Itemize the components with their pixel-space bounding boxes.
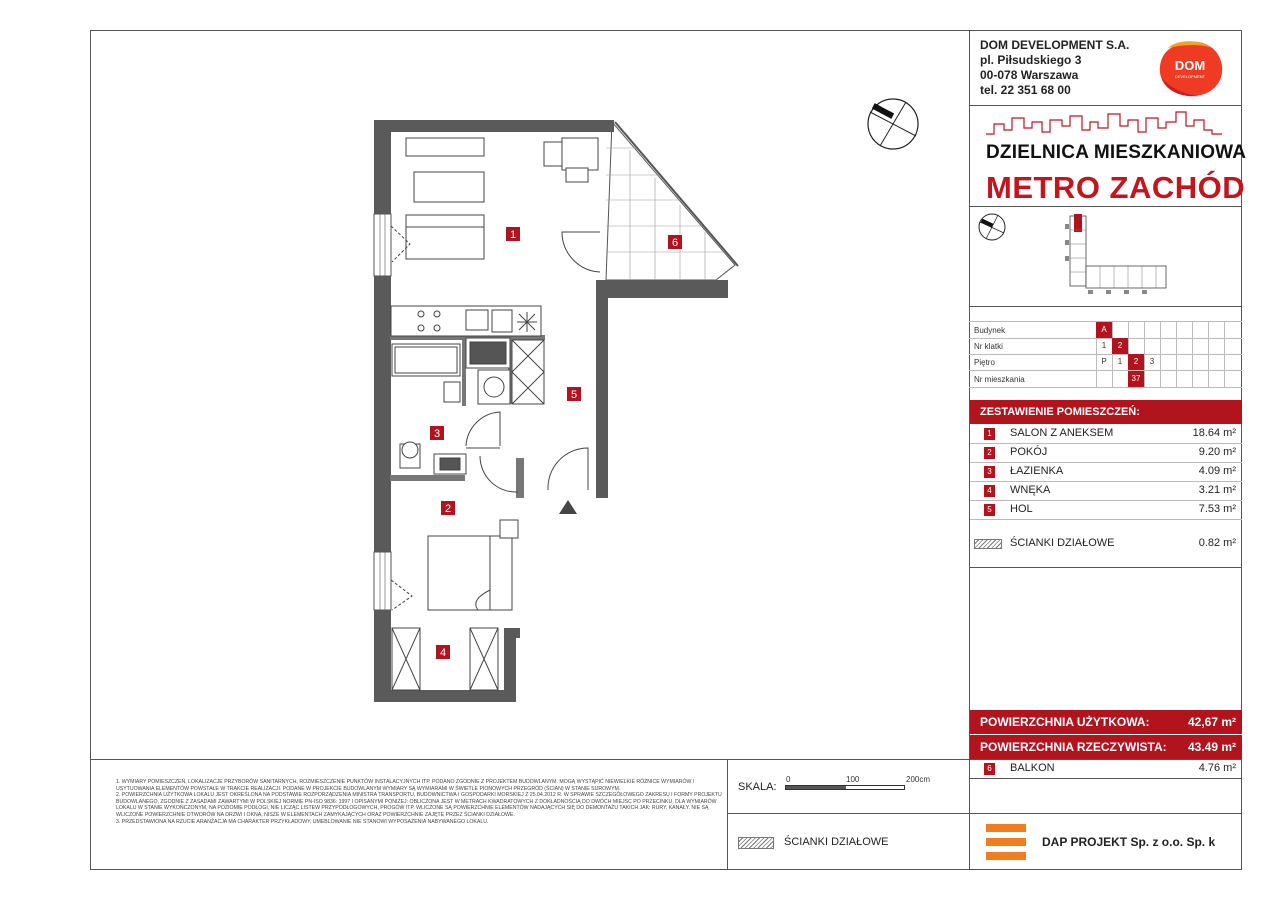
notes-block [116,779,722,825]
entrance-marker [559,500,577,514]
company-info [980,38,1129,98]
room-number: 3 [984,466,995,478]
divider [969,206,1242,207]
room-label-number: 4 [439,647,447,659]
usable-area-label: POWIERZCHNIA UŻYTKOWA: [980,715,1150,729]
scale-tick-200: 200cm [906,775,931,784]
partitions-hatch-swatch [974,539,1002,549]
scale-bar [785,785,905,790]
company-name: DOM DEVELOPMENT S.A. [980,38,1130,52]
note-item: 1. WYMIARY POMIESZCZEŃ, LOKALIZACJE PRZYBORÓW SANITARNYCH, ROZMIESZCZENIE PUNKTÓW INSTALACYJNYCH ITP. PODANO ZGODNIE Z PROJEKTEM BUDOWLANYM. MOGĄ WYSTĄPIĆ NIEWIELKIE RÓŻNICE WYMIARÓW I USYTUOWANIA ELEMENTÓW POWSTAŁE W TRAKCIE REALIZACJI. PODANE W PROJEKCIE BUDOWLANYM WYMIARY SĄ WYMIARAMI W ŚWIETLE PIONOWYCH PRZEGRÓD (ŚCIAN) W STANIE SUROWYM. [116,779,695,792]
balcony-floor [606,122,738,280]
grid-cell [1112,371,1128,387]
actual-area-value: 43.49 m² [1187,740,1236,754]
dom-development-logo [1154,38,1226,98]
balcony-area: 4.76 m² [1198,762,1236,774]
balcony-number: 6 [984,763,995,775]
building-key-plan [1060,210,1170,300]
room-label-number: 1 [509,229,517,241]
balcony-name: BALKON [1010,762,1055,774]
bedroom-furniture [428,520,518,610]
room-name: HOL [1010,503,1033,515]
room-label-number: 5 [570,389,578,401]
room-name: ŁAZIENKA [1010,465,1064,477]
designer-name: DAP PROJEKT Sp. z o.o. Sp. k [1042,835,1216,849]
grid-cell [1096,371,1112,387]
note-item: 3. PRZEDSTAWIONA NA RZUCIE ARANŻACJA MA CHARAKTER PRZYKŁADOWY, UMEBLOWANIE NIE STANOWI WYPOSAŻENIA NABYWANEGO LOKALU. [116,818,489,825]
room-row [970,425,1242,444]
skyline-graphic [986,110,1222,138]
dap-projekt-logo [986,824,1026,860]
grid-cell: 3 [1149,357,1155,366]
actual-area-bar [970,735,1242,759]
kitchen-counter [391,306,541,336]
grid-cell: A [1096,322,1112,338]
divider [727,813,1242,814]
project-title-line2: METRO ZACHÓD [986,170,1246,205]
room-area: 9.20 m² [1198,446,1236,458]
room-area: 3.21 m² [1198,484,1236,496]
room-label-number: 2 [444,503,452,515]
project-title-line1: DZIELNICA MIESZKANIOWA [986,142,1247,163]
partitions-row [970,535,1242,554]
usable-area-bar [970,710,1242,734]
actual-area-label: POWIERZCHNIA RZECZYWISTA: [980,740,1167,754]
grid-cell: 2 [1128,354,1144,370]
room-number: 4 [984,485,995,497]
divider [969,306,1242,307]
bathroom-fixtures [392,344,466,474]
room-number: 2 [984,447,995,459]
room-label-number: 3 [433,428,441,440]
company-street: pl. Piłsudskiego 3 [980,53,1082,67]
grid-cell: 1 [1101,341,1107,350]
living-furniture [406,138,598,259]
room-area: 4.09 m² [1198,465,1236,477]
company-phone: tel. 22 351 68 00 [980,83,1071,97]
grid-label-floor: Piętro [974,358,995,367]
partitions-label: ŚCIANKI DZIAŁOWE [1010,537,1115,549]
room-row [970,482,1242,501]
divider [969,105,1242,106]
partitions-area: 0.82 m² [1198,537,1236,549]
room-area: 18.64 m² [1192,427,1236,439]
grid-cell: 2 [1112,338,1128,354]
note-item: 2. POWIERZCHNIA UŻYTKOWA LOKALU JEST OKREŚLONA NA PODSTAWIE ROZPORZĄDZENIA MINISTRA TRANSPORTU, BUDOWNICTWA I GOSPODARKI MORSKIEJ Z 25.04.2012 R. W SPRAWIE SZCZEGÓŁOWEGO ZAKRESU I FORMY PROJEKTU BUDOWLANEGO, ZGODNIE Z ZASADAMI ZAWARTYMI W POLSKIEJ NORMIE PN-ISO 9836: 1997 I OPISANYMI PONIŻEJ: OBLICZONA JEST W METRACH KWADRATOWYCH Z DOKŁADNOŚCIĄ DO DWÓCH MIEJSC PO PRZECINKU, DLA WYMIARÓW LOKALU W STANIE WYKOŃCZONYM, NA POZIOMIE PODŁOGI, NIE LICZĄC LISTEW PRZYPODŁOGOWYCH, PROGÓW ITP. WLICZONE SĄ POWIERZCHNIE ELEMENTÓW NADAJĄCYCH SIĘ DO DEMONTAŻU TAKICH JAK: RURY, KANAŁY. NIE SĄ WLICZONE POWIERZCHNIE OTWORÓW NA DRZWI I OKNA, NISZE W ELEMENTACH ZAMYKAJĄCYCH ORAZ POWIERZCHNIE ZAJĘTE PRZEZ ŚCIANKI DZIAŁOWE. [116,792,722,818]
logo-text: DOM [1174,58,1206,73]
grid-cell: P [1101,357,1107,366]
company-city: 00-078 Warszawa [980,68,1079,82]
divider [727,759,728,870]
divider [90,759,970,760]
compass-icon [866,94,920,154]
room-row [970,463,1242,482]
room-number: 5 [984,504,995,516]
balcony-row [970,760,1242,779]
divider [969,567,1242,568]
grid-label-apartment: Nr mieszkania [974,375,1025,384]
legend-hatch-swatch [738,837,774,849]
room-number: 1 [984,428,995,440]
usable-area-value: 42,67 m² [1187,715,1236,729]
room-row [970,444,1242,463]
grid-cell: 37 [1128,371,1144,387]
hall-closet [466,338,544,404]
scale-tick-100: 100 [846,775,860,784]
room-row [970,501,1242,520]
small-compass-icon [977,212,1007,242]
room-name: SALON Z ANEKSEM [1010,427,1114,439]
room-name: WNĘKA [1010,484,1051,496]
legend-label: ŚCIANKI DZIAŁOWE [784,836,889,848]
grid-label-staircase: Nr klatki [974,342,1003,351]
scale-label: SKALA: [738,781,777,793]
grid-label-building: Budynek [974,326,1006,335]
room-label-number: 6 [671,237,679,249]
room-name: POKÓJ [1010,446,1048,458]
rooms-summary-heading: ZESTAWIENIE POMIESZCZEŃ: [970,400,1242,424]
room-area: 7.53 m² [1198,503,1236,515]
scale-tick-0: 0 [786,775,791,784]
floor-plan [360,110,760,710]
grid-cell: 1 [1117,357,1123,366]
logo-subtext: DEVELOPMENT [1174,74,1206,79]
